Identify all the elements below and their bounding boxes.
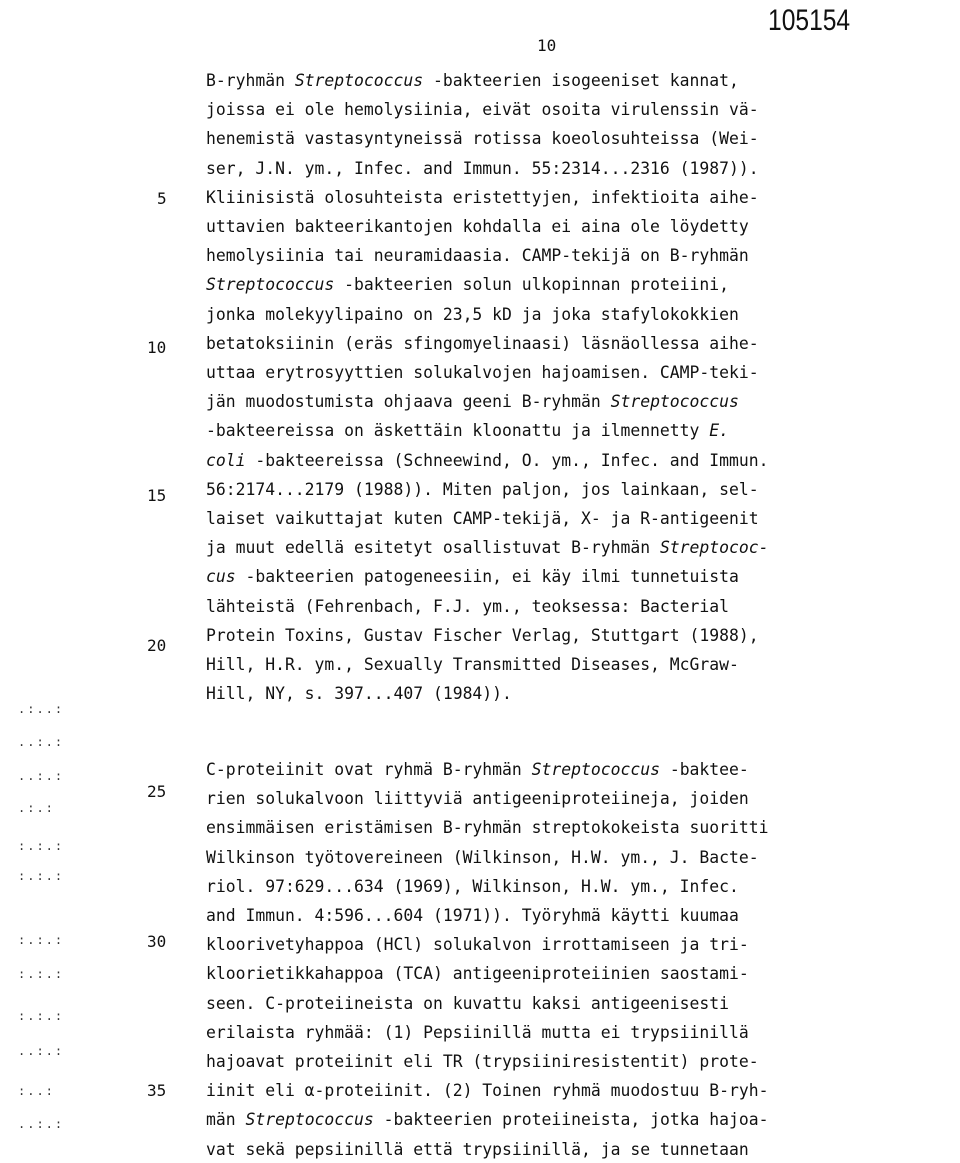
line-number: 35 [147, 1081, 167, 1100]
scan-artifact: .:..: [18, 702, 65, 716]
text-run: kloorivetyhappoa (HCl) solukalvon irrottamiseen ja tri- [206, 935, 749, 955]
document-number: 105154 [767, 4, 850, 37]
text-run: ser, J.N. ym., Infec. and Immun. 55:2314...2316 (1987)). [206, 158, 759, 178]
text-line [206, 1023, 749, 1043]
scan-artifact: :.:.: [18, 1009, 65, 1023]
line-number: 15 [147, 486, 167, 505]
text-run: and Immun. 4:596...604 (1971)). Työryhmä käytti kuumaa [206, 906, 739, 925]
text-run: Hill, H.R. ym., Sexually Transmitted Diseases, McGraw- [206, 655, 739, 674]
scan-artifact: ..:.: [18, 769, 65, 783]
italic-term: Streptococcus [245, 1110, 374, 1130]
text-line [206, 1081, 768, 1101]
text-run: -baktee- [659, 760, 749, 779]
text-run: laiset vaikuttajat kuten CAMP-tekijä, X- ja R-antigeenit [206, 509, 759, 528]
italic-term: coli [206, 450, 246, 470]
text-line [206, 480, 759, 500]
text-line [206, 363, 759, 383]
scan-artifact: :..: [18, 1084, 55, 1098]
text-run: B-ryhmän [206, 71, 295, 90]
text-line [206, 159, 759, 179]
text-line [206, 1140, 749, 1160]
line-number: 30 [147, 932, 167, 951]
text-run: ensimmäisen eristämisen B-ryhmän streptokokeista suoritti [206, 818, 769, 838]
text-line [206, 71, 739, 91]
text-run: erilaista ryhmää: (1) Pepsiinillä mutta ei trypsiinillä [206, 1022, 749, 1042]
scan-artifact: :.:.: [18, 933, 65, 947]
line-number: 5 [157, 189, 167, 208]
text-run: hemolysiinia tai neuramidaasia. CAMP-tekijä on B-ryhmän [206, 246, 749, 266]
text-run: kloorietikkahappoa (TCA) antigeeniproteiinien saostami- [206, 964, 749, 984]
scan-artifact: :.:.: [18, 869, 65, 883]
italic-term: Streptococcus [531, 760, 660, 779]
text-line [206, 275, 729, 295]
scan-artifact: ..:.: [18, 1044, 65, 1058]
text-line [206, 129, 759, 149]
italic-term: E. [709, 421, 730, 441]
text-run: -bakteereissa (Schneewind, O. ym., Infec. and Immun. [245, 450, 769, 470]
italic-term: Streptococcus [206, 275, 335, 295]
text-line [206, 789, 749, 809]
text-run: hajoavat proteiinit eli TR (trypsiiniresistentit) prote- [206, 1052, 759, 1071]
text-run: Kliinisistä olosuhteista eristettyjen, infektioita aihe- [206, 187, 759, 207]
text-run: -bakteerien solun ulkopinnan proteiini, [334, 275, 730, 295]
text-line [206, 655, 739, 675]
italic-term: Streptococ- [659, 538, 769, 558]
text-run: jonka molekyylipaino on 23,5 kD ja joka stafylokokkien [206, 304, 739, 324]
text-line [206, 451, 769, 471]
text-line [206, 760, 749, 780]
text-run: Wilkinson työtovereineen (Wilkinson, H.W. ym., J. Bacte- [206, 847, 759, 867]
text-run: iinit eli α-proteiinit. (2) Toinen ryhmä muodostuu B-ryh- [206, 1081, 769, 1101]
text-line [206, 334, 759, 354]
text-line [206, 246, 749, 266]
italic-term: Streptococcus [294, 71, 424, 90]
text-line [206, 626, 759, 646]
text-run: -bakteerien patogeneesiin, ei käy ilmi tunnetuista [235, 567, 739, 587]
text-run: vat sekä pepsiinillä että trypsiinillä, ja se tunnetaan [206, 1139, 749, 1159]
text-run: lähteistä (Fehrenbach, F.J. ym., teoksessa: Bacterial [206, 596, 730, 616]
line-number: 25 [147, 782, 167, 801]
text-run: ja muut edellä esitetyt osallistuvat B-ryhmän [206, 538, 660, 558]
text-run: jän muodostumista ohjaava geeni B-ryhmän [206, 392, 611, 412]
text-run: riol. 97:629...634 (1969), Wilkinson, H.W. ym., Infec. [206, 876, 739, 896]
text-run: uttavien bakteerikantojen kohdalla ei aina ole löydetty [206, 217, 749, 236]
text-line [206, 188, 759, 208]
text-run: joissa ei ole hemolysiinia, eivät osoita virulenssin vä- [206, 100, 759, 120]
text-line [206, 100, 759, 120]
scan-artifact: ..:.: [18, 1117, 65, 1131]
text-run: uttaa erytrosyyttien solukalvojen hajoamisen. CAMP-teki- [206, 363, 759, 382]
text-run: rien solukalvoon liittyviä antigeeniproteiineja, joiden [206, 789, 749, 809]
text-line [206, 906, 739, 926]
text-run: henemistä vastasyntyneissä rotissa koeolosuhteissa (Wei- [206, 129, 759, 149]
text-line [206, 538, 769, 558]
italic-term: Streptococcus [610, 392, 739, 412]
text-line [206, 421, 729, 441]
text-line [206, 964, 749, 984]
text-line [206, 567, 739, 587]
scan-artifact: :.:.: [18, 967, 65, 981]
text-line [206, 935, 749, 955]
text-line [206, 848, 759, 868]
line-number: 20 [147, 636, 167, 655]
text-run: Protein Toxins, Gustav Fischer Verlag, Stuttgart (1988), [206, 625, 759, 645]
text-line [206, 305, 739, 325]
scan-artifact: ..:.: [18, 735, 65, 749]
text-run: män [206, 1110, 246, 1130]
text-line [206, 392, 739, 412]
text-run: C-proteiinit ovat ryhmä B-ryhmän [206, 760, 532, 779]
scan-artifact: :.:.: [18, 839, 65, 853]
text-run: seen. C-proteiineista on kuvattu kaksi antigeenisesti [206, 993, 730, 1013]
text-run: -bakteerien isogeeniset kannat, [423, 71, 739, 90]
text-run: 56:2174...2179 (1988)). Miten paljon, jos lainkaan, sel- [206, 479, 759, 499]
text-line [206, 877, 739, 897]
page-number: 10 [537, 36, 557, 55]
text-run: betatoksiinin (eräs sfingomyelinaasi) läsnäollessa aihe- [206, 333, 759, 353]
text-run: -bakteerien proteiineista, jotka hajoa- [373, 1110, 769, 1130]
italic-term: cus [206, 567, 236, 587]
text-line [206, 1052, 759, 1072]
text-line [206, 1110, 769, 1130]
text-run: -bakteereissa on äskettäin kloonattu ja ilmennetty [206, 421, 710, 441]
text-run: Hill, NY, s. 397...407 (1984)). [206, 684, 512, 704]
text-line [206, 994, 729, 1014]
scan-artifact: .:.: [18, 801, 55, 815]
text-line [206, 597, 729, 617]
text-line [206, 684, 512, 704]
text-line [206, 509, 759, 529]
text-line [206, 217, 749, 237]
text-line [206, 818, 768, 838]
line-number: 10 [147, 338, 167, 357]
